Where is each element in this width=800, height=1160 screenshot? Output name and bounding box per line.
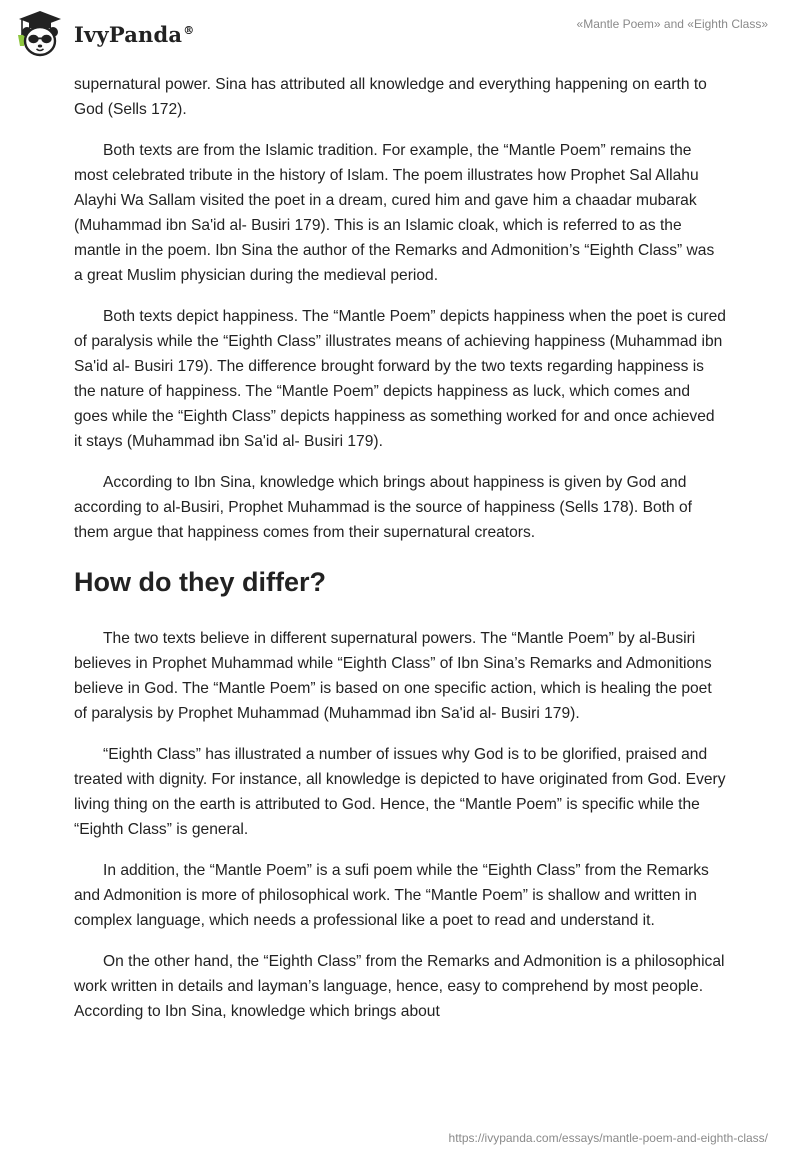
registered-mark: ®: [183, 23, 195, 37]
paragraph-4: According to Ibn Sina, knowledge which brings about happiness is given by God and according to al-Busiri, Prophet Muhammad is the source of happiness (Sells 178). Both of them argue that happiness comes from their supernatural creators.: [74, 474, 693, 541]
paragraph-5: The two texts believe in different supernatural powers. The “Mantle Poem” by al-Busiri believes in Prophet Muhammad while “Eighth Class” of Ibn Sina’s Remarks and Admonitions believe in God. The “Mantle Poem” is based on one specific action, which is healing the poet of paralysis by Prophet Muhammad (Muhammad ibn Sa'id al- Busiri 179).: [74, 630, 712, 722]
paragraph-7: In addition, the “Mantle Poem” is a sufi poem while the “Eighth Class” from the Remarks and Admonition is more of philosophical work. The “Mantle Poem” is shallow and written in complex language, which needs a professional like a poet to read and understand it.: [74, 862, 709, 929]
panda-graduate-icon: [14, 8, 66, 60]
source-url[interactable]: https://ivypanda.com/essays/mantle-poem-and-eighth-class/: [448, 1131, 768, 1145]
paragraph-3: Both texts depict happiness. The “Mantle Poem” depicts happiness when the poet is cured of paralysis while the “Eighth Class” illustrates means of achieving happiness (Muhammad ibn Sa'id al- Busiri 179). The difference brought forward by the two texts regarding happiness is the nature of happiness. The “Mantle Poem” depicts happiness as luck, which comes and goes while the “Eighth Class” depicts happiness as something worked for and once achieved it stays (Muhammad ibn Sa'id al- Busiri 179).: [74, 308, 726, 450]
brand-name: IvyPanda®: [74, 21, 195, 47]
paragraph-1: supernatural power. Sina has attributed all knowledge and everything happening on earth to God (Sells 172).: [74, 76, 707, 118]
brand-logo[interactable]: [14, 8, 194, 60]
paragraph-2: Both texts are from the Islamic tradition. For example, the “Mantle Poem” remains the most celebrated tribute in the history of Islam. The poem illustrates how Prophet Sal Allahu Alayhi Wa Sallam visited the poet in a dream, cured him and gave him a chaadar mubarak (Muhammad ibn Sa'id al- Busiri 179). This is an Islamic cloak, which is referred to as the mantle in the poem. Ibn Sina the author of the Remarks and Admonition’s “Eighth Class” was a great Muslim physician during the medieval period.: [74, 142, 715, 284]
paragraph-6: “Eighth Class” has illustrated a number of issues why God is to be glorified, praised and treated with dignity. For instance, all knowledge is depicted to have originated from God. Every living thing on the earth is attributed to God. Hence, the “Mantle Poem” is specific while the “Eighth Class” is general.: [74, 746, 726, 838]
essay-body: [74, 72, 726, 1040]
document-title: «Mantle Poem» and «Eighth Class»: [576, 17, 768, 31]
page-header: [0, 0, 800, 70]
section-heading: How do they differ?: [74, 567, 326, 597]
paragraph-8: On the other hand, the “Eighth Class” from the Remarks and Admonition is a philosophical work written in details and layman’s language, hence, easy to comprehend by most people. According to Ibn Sina, knowledge which brings about: [74, 953, 725, 1020]
